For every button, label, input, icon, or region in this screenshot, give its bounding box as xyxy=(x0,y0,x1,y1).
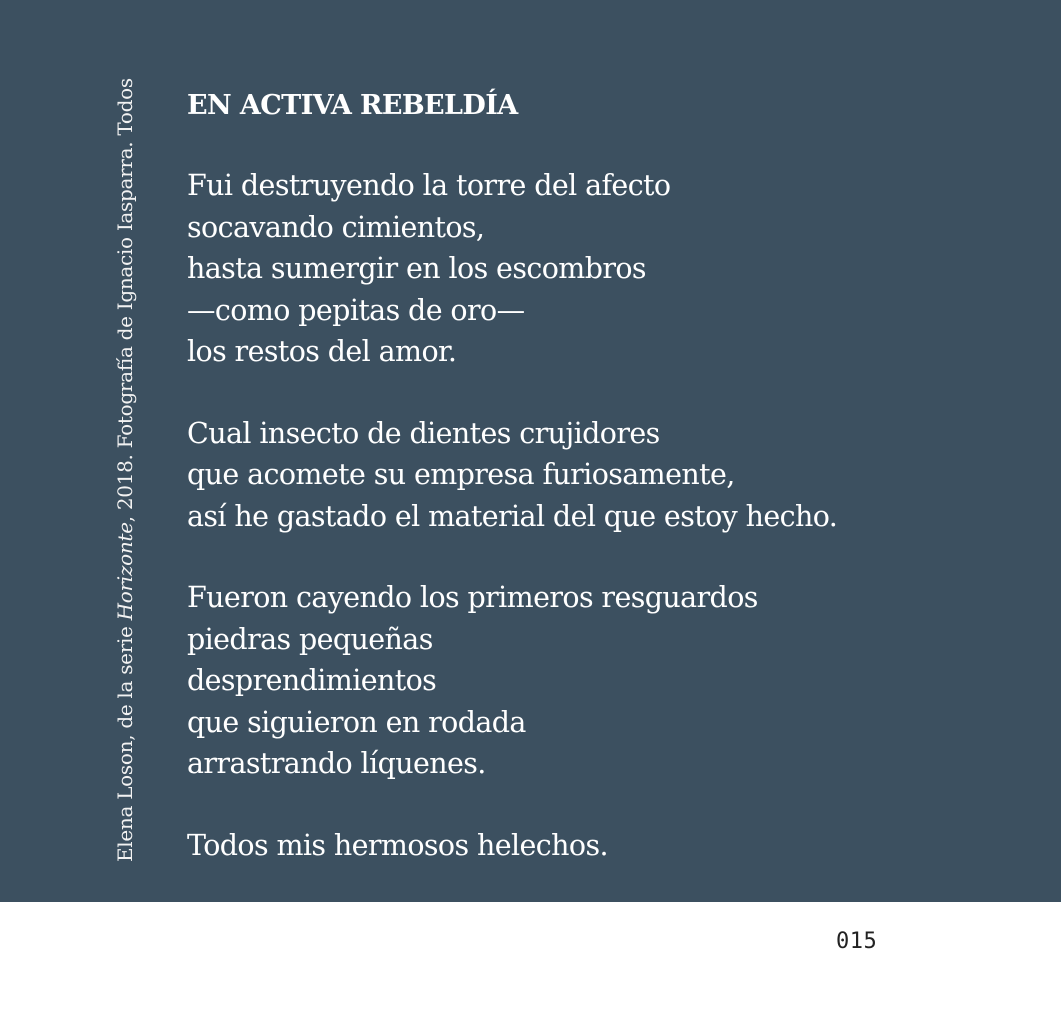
poem-line: Todos mis hermosos helechos. xyxy=(187,828,608,862)
credit-suffix: , 2018. Fotografía de Ignacio Iasparra. Todos xyxy=(113,78,137,523)
poem-line: los restos del amor. xyxy=(187,335,457,368)
stanza-2 xyxy=(187,413,837,538)
credit-prefix: Elena Loson, de la serie xyxy=(113,620,137,862)
poem-line: Fueron cayendo los primeros resguardos xyxy=(187,581,758,614)
poem-line: que acomete su empresa furiosamente, xyxy=(187,458,735,491)
poem-line: que siguieron en rodada xyxy=(187,705,526,739)
page-number: 015 xyxy=(836,929,878,954)
poem-title: EN ACTIVA REBELDÍA xyxy=(187,90,518,121)
stanza-1 xyxy=(187,165,837,373)
poem-line: así he gastado el material del que estoy hecho. xyxy=(187,499,838,533)
poem-line: arrastrando líquenes. xyxy=(187,747,486,780)
credit-series-title: Horizonte xyxy=(113,522,137,621)
poem-line: Cual insecto de dientes crujidores xyxy=(187,416,660,450)
stanza-3 xyxy=(187,577,837,785)
photo-credit xyxy=(112,78,138,862)
poem-line: hasta sumergir en los escombros xyxy=(187,252,646,285)
poem-line: —como pepitas de oro— xyxy=(187,293,525,327)
stanza-4 xyxy=(187,825,837,867)
poem-line: socavando cimientos, xyxy=(187,210,485,244)
poem-line: Fui destruyendo la torre del afecto xyxy=(187,169,671,202)
poem xyxy=(187,84,837,902)
poem-line: desprendimientos xyxy=(187,664,437,697)
poem-line: piedras pequeñas xyxy=(187,622,433,656)
